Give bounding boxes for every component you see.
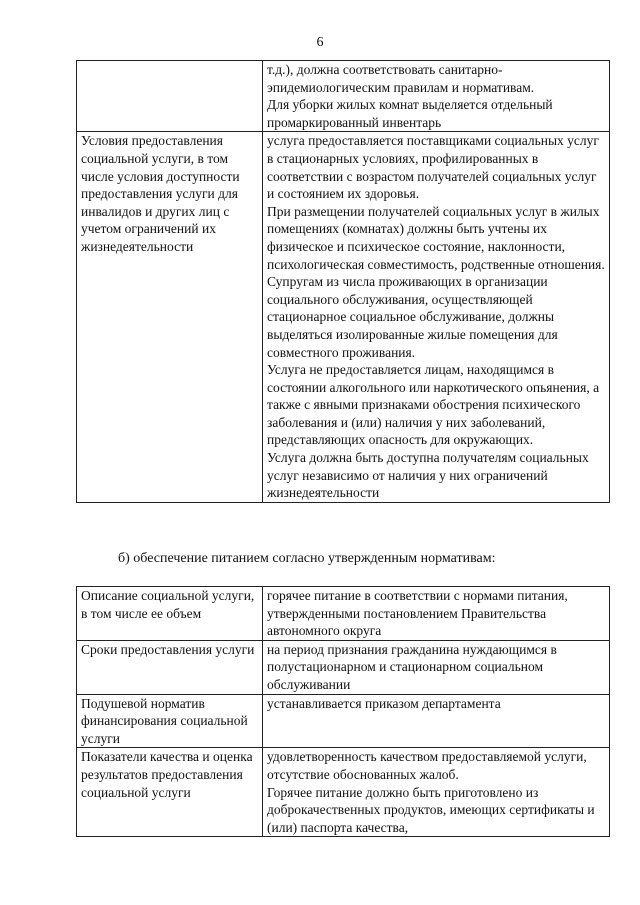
row-label-cell: Условия предоставления социальной услуги, в том числе условия доступности предоставления услуги для инвалидов и других лиц с учетом ограничений их жизнедеятельности (77, 132, 263, 502)
section-b-caption: б) обеспечение питанием согласно утвержденным нормативам: (118, 551, 496, 566)
row-value-cell (263, 587, 610, 641)
table-body (77, 587, 610, 837)
table-row (77, 587, 610, 641)
row-label-cell: Показатели качества и оценка результатов предоставления социальной услуги (77, 748, 263, 837)
cell-paragraph: на период признания гражданина нуждающимся в полустационарном и стационарном социальном обслуживании (267, 641, 557, 692)
table-row (77, 61, 610, 132)
table-social-services-conditions (76, 60, 610, 503)
row-value-cell (263, 61, 610, 132)
cell-paragraph: удовлетворенность качеством предоставляемой услуги, отсутствие обоснованных жалоб. (267, 749, 587, 782)
table-row (77, 132, 610, 502)
table-row (77, 748, 610, 837)
cell-paragraph: т.д.), должна соответствовать санитарно-эпидемиологическим правилам и нормативам. (267, 62, 535, 95)
table-row (77, 694, 610, 748)
cell-paragraph: услуга предоставляется поставщиками социальных услуг в стационарных условиях, профилированных в соответствии с возрастом получателей социальных услуг и состоянием их здоровья. (267, 133, 599, 202)
cell-paragraph: Для уборки жилых комнат выделяется отдельный промаркированный инвентарь (267, 97, 553, 130)
row-value-cell (263, 748, 610, 837)
table-row (77, 640, 610, 694)
cell-paragraph: Услуга должна быть доступна получателям социальных услуг независимо от наличия у них ограничений жизнедеятельности (267, 450, 589, 501)
cell-paragraph: При размещении получателей социальных услуг в жилых помещениях (комнатах) должны быть учтены их физическое и психическое состояние, наклонности, психологическая совместимость, родственные отношения. Супругам из числа проживающих в организации социального обслуживания, осуществляющей стационарное социальное обслуживание, должны выделяться изолированные жилые помещения для совместного проживания. (267, 203, 605, 360)
cell-paragraph: Услуга не предоставляется лицам, находящимся в состоянии алкогольного или наркотического опьянения, а также с явными признаками обострения психического заболевания и (или) наличия у них заболеваний, представляющих опасность для окружающих. (267, 362, 600, 448)
row-label-cell (77, 61, 263, 132)
row-label-cell: Подушевой норматив финансирования социальной услуги (77, 694, 263, 748)
cell-paragraph: устанавливается приказом департамента (267, 695, 501, 711)
cell-paragraph: Горячее питание должно быть приготовлено из доброкачественных продуктов, имеющих сертификаты и (или) паспорта качества, (267, 784, 595, 835)
page-number: 6 (316, 35, 324, 50)
row-value-cell (263, 640, 610, 694)
table-nutrition-service (76, 586, 610, 837)
cell-paragraph: горячее питание в соответствии с нормами питания, утвержденными постановлением Правительства автономного округа (267, 588, 568, 639)
row-value-cell (263, 694, 610, 748)
row-value-cell (263, 132, 610, 502)
row-label-cell: Описание социальной услуги, в том числе ее объем (77, 587, 263, 641)
row-label-cell: Сроки предоставления услуги (77, 640, 263, 694)
table-body (77, 61, 610, 503)
